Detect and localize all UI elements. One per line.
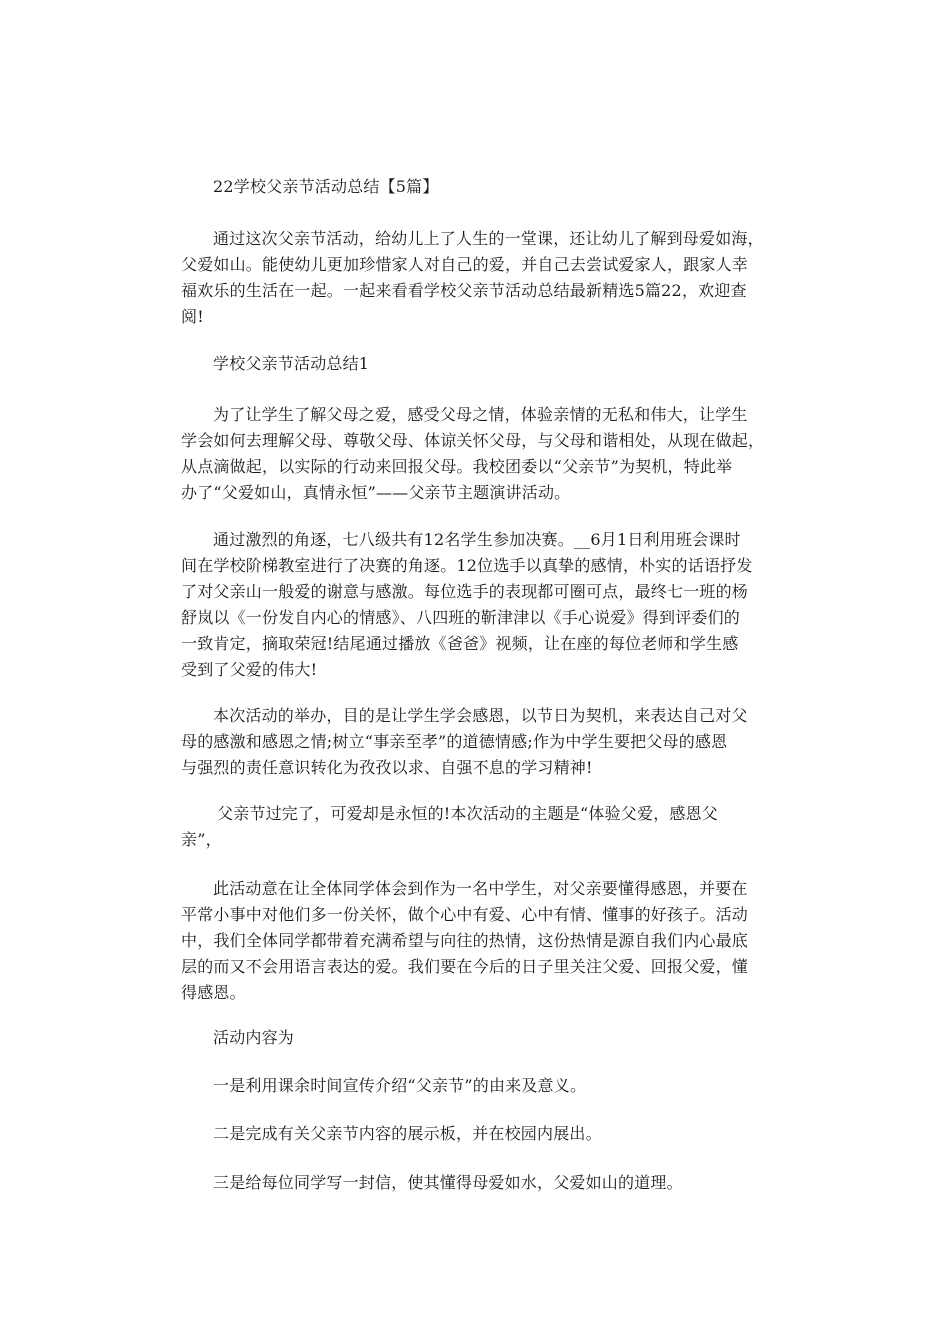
paragraph-line: 层的而又不会用语言表达的爱。我们要在今后的日子里关注父爱、回报父爱，懂 xyxy=(181,957,749,976)
paragraph-line: 此活动意在让全体同学体会到作为一名中学生，对父亲要懂得感恩，并要在 xyxy=(213,879,748,898)
paragraph-line: 为了让学生了解父母之爱，感受父母之情，体验亲情的无私和伟大，让学生 xyxy=(213,405,748,424)
intro-line: 通过这次父亲节活动，给幼儿上了人生的一堂课，还让幼儿了解到母爱如海， xyxy=(213,229,764,248)
activities-heading: 活动内容为 xyxy=(213,1028,295,1047)
document-title: 22学校父亲节活动总结【5篇】 xyxy=(213,177,439,196)
activity-item: 一是利用课余时间宣传介绍“父亲节”的由来及意义。 xyxy=(213,1076,587,1095)
activity-item: 三是给每位同学写一封信，使其懂得母爱如水，父爱如山的道理。 xyxy=(213,1173,683,1192)
intro-line: 福欢乐的生活在一起。一起来看看学校父亲节活动总结最新精选5篇22，欢迎查 xyxy=(181,281,747,300)
section-heading: 学校父亲节活动总结1 xyxy=(213,354,370,373)
paragraph-line: 得感恩。 xyxy=(181,983,246,1002)
paragraph-line: 一致肯定，摘取荣冠!结尾通过播放《爸爸》视频，让在座的每位老师和学生感 xyxy=(181,634,739,653)
activity-item: 二是完成有关父亲节内容的展示板，并在校园内展出。 xyxy=(213,1124,602,1143)
paragraph-line: 舒岚以《一份发自内心的情感》、八四班的靳津津以《手心说爱》得到评委们的 xyxy=(181,608,741,627)
paragraph-line: 与强烈的责任意识转化为孜孜以求、自强不息的学习精神! xyxy=(181,758,593,777)
paragraph-line: 受到了父爱的伟大! xyxy=(181,660,318,679)
intro-line: 父爱如山。能使幼儿更加珍惜家人对自己的爱，并自己去尝试爱家人，跟家人幸 xyxy=(181,255,749,274)
paragraph-line: 平常小事中对他们多一份关怀，做个心中有爱、心中有情、懂事的好孩子。活动 xyxy=(181,905,749,924)
paragraph-line: 学会如何去理解父母、尊敬父母、体谅关怀父母，与父母和谐相处，从现在做起， xyxy=(181,431,765,450)
paragraph-line: 本次活动的举办，目的是让学生学会感恩，以节日为契机，来表达自己对父 xyxy=(213,706,748,725)
paragraph-line: 中，我们全体同学都带着充满希望与向往的热情，这份热情是源自我们内心最底 xyxy=(181,931,749,950)
paragraph-line: 母的感激和感恩之情;树立“事亲至孝”的道德情感;作为中学生要把父母的感恩 xyxy=(181,732,728,751)
paragraph-line: 办了“父爱如山，真情永恒”——父亲节主题演讲活动。 xyxy=(181,483,571,502)
paragraph-line: 间在学校阶梯教室进行了决赛的角逐。12位选手以真挚的感情，朴实的话语抒发 xyxy=(181,556,753,575)
paragraph-line: 父亲节过完了，可爱却是永恒的!本次活动的主题是“体验父爱，感恩父 xyxy=(217,804,719,823)
paragraph-line: 通过激烈的角逐，七八级共有12名学生参加决赛。__6月1日利用班会课时 xyxy=(213,530,741,549)
paragraph-line: 亲”， xyxy=(181,830,222,849)
paragraph-line: 从点滴做起，以实际的行动来回报父母。我校团委以“父亲节”为契机，特此举 xyxy=(181,457,733,476)
paragraph-line: 了对父亲山一般爱的谢意与感激。每位选手的表现都可圈可点，最终七一班的杨 xyxy=(181,582,749,601)
intro-line: 阅! xyxy=(181,307,204,326)
